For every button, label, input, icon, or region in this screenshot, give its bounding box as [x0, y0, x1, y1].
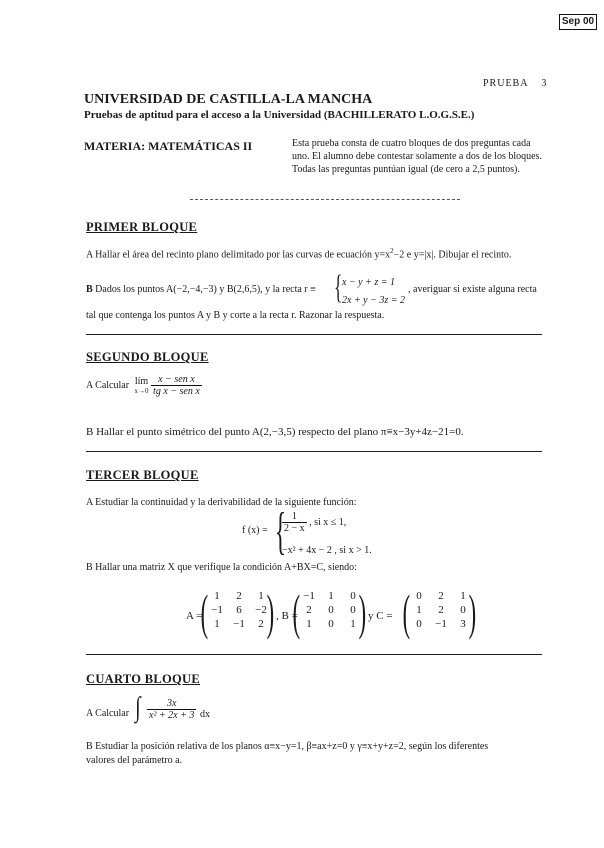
matrix-row — [298, 589, 364, 603]
matrix-cell: 1 — [214, 618, 220, 630]
b3-fx-label: f (x) = — [242, 525, 268, 536]
matrix-b-label: , B = — [276, 610, 298, 622]
matrix-b-left-bracket: ( — [292, 584, 301, 640]
matrix-cell: 2 — [306, 604, 312, 616]
matrix-cell: 2 — [438, 604, 444, 616]
exam-label — [483, 78, 547, 89]
block1-question-a — [86, 247, 511, 260]
matrix-c — [408, 589, 474, 631]
matrix-row — [206, 603, 272, 617]
matrix-cell: 0 — [460, 604, 466, 616]
matrix-cell: 2 — [438, 590, 444, 602]
block4-question-b-line2: valores del parámetro a. — [86, 755, 183, 766]
matrix-cell: 1 — [306, 618, 312, 630]
subject-title: MATERIA: MATEMÁTICAS II — [84, 139, 253, 153]
block3-question-b: B Hallar una matriz X que verifique la condición A+BX=C, siendo: — [86, 562, 357, 573]
block1-divider — [86, 334, 542, 335]
b1-qa-text2: −2 e y=|x|. Dibujar el recinto. — [393, 249, 512, 261]
exam-number: 3 — [541, 78, 548, 89]
matrix-cell: 2 — [236, 590, 242, 602]
matrix-cell: 0 — [328, 618, 334, 630]
block2-question-a — [86, 374, 202, 397]
b3-piecewise-brace: { — [274, 503, 287, 560]
b3-case1-num: 1 — [282, 511, 307, 523]
b2-lim — [135, 376, 149, 395]
b4-dx: dx — [200, 709, 210, 720]
header-divider — [190, 199, 460, 200]
matrix-cell: 1 — [214, 590, 220, 602]
matrix-row — [408, 589, 474, 603]
block4-title: CUARTO BLOQUE — [86, 672, 201, 686]
b2-denominator: tg x − sen x — [153, 386, 200, 397]
block2-divider — [86, 451, 542, 452]
matrix-cell: −1 — [303, 590, 315, 602]
b2-qa-prefix: A Calcular — [86, 380, 130, 391]
instructions-line: Esta prueba consta de cuatro bloques de dos preguntas cada — [292, 138, 531, 149]
matrix-row — [298, 603, 364, 617]
b1-qb-text: Dados los puntos A(−2,−4,−3) y B(2,6,5), y la recta r ≡ — [95, 284, 316, 295]
instructions-line: uno. El alumno debe contestar solamente a dos de los bloques. — [292, 151, 542, 162]
integral-sign: ∫ — [135, 692, 141, 723]
b1-qa-text: A Hallar el área del recinto plano delimitado por las curvas de ecuación y=x — [86, 249, 391, 261]
matrix-cell: 1 — [416, 604, 422, 616]
matrix-cell: −1 — [233, 618, 245, 630]
matrix-cell: −1 — [435, 618, 447, 630]
matrix-cell: −1 — [211, 604, 223, 616]
matrix-cell: 0 — [416, 590, 422, 602]
b2-fraction — [151, 374, 202, 397]
b4-numerator: 3x — [166, 698, 177, 709]
b2-lim-sub: x→0 — [134, 387, 149, 395]
matrix-row — [206, 617, 272, 631]
block4-question-b-line1: B Estudiar la posición relativa de los planos α≡x−y=1, β≡ax+z=0 y γ≡x+y+z=2, según los diferentes — [86, 741, 489, 752]
matrix-cell: 3 — [460, 618, 466, 630]
b4-qa-prefix: A Calcular — [86, 708, 130, 719]
matrix-c-left-bracket: ( — [402, 584, 411, 640]
b3-case1 — [282, 511, 346, 534]
b1-system-eq2: 2x + y − 3z = 2 — [342, 295, 406, 306]
b3-case1-frac — [282, 511, 307, 534]
b1-qb-line2: tal que contenga los puntos A y B y corte a la recta r. Razonar la respuesta. — [86, 310, 385, 321]
block3-title: TERCER BLOQUE — [86, 468, 199, 482]
matrix-cell: 1 — [258, 590, 264, 602]
matrix-c-right-bracket: ) — [468, 584, 477, 640]
matrix-a-right-bracket: ) — [266, 584, 275, 640]
block3-question-a: A Estudiar la continuidad y la derivabilidad de la siguiente función: — [86, 497, 357, 508]
matrix-cell: 0 — [350, 604, 356, 616]
matrix-a-left-bracket: ( — [200, 584, 209, 640]
b1-system-brace: { — [334, 269, 343, 306]
matrix-c-label: y C = — [368, 610, 393, 622]
b3-case2: −x² + 4x − 2 , si x > 1. — [282, 545, 372, 556]
session-tag: Sep 00 — [559, 14, 597, 30]
matrix-row — [408, 617, 474, 631]
block1-title: PRIMER BLOQUE — [86, 220, 198, 234]
matrix-cell: 0 — [328, 604, 334, 616]
exam-label-text: PRUEBA — [483, 78, 528, 89]
block2-title: SEGUNDO BLOQUE — [86, 350, 209, 364]
matrix-cell: 6 — [236, 604, 242, 616]
b1-system-eq1: x − y + z = 1 — [342, 277, 396, 288]
matrix-b-right-bracket: ) — [358, 584, 367, 640]
b1-qa-exp: 2 — [390, 247, 394, 255]
b4-frac — [147, 698, 196, 721]
b2-lim-word: lím — [134, 376, 149, 387]
block1-question-b — [86, 284, 316, 295]
b4-fraction — [147, 698, 196, 721]
matrix-a-label: A = — [186, 610, 203, 622]
matrix-cell: 0 — [416, 618, 422, 630]
b1-system — [342, 274, 405, 310]
b1-qb-prefix: B — [86, 284, 93, 295]
exam-subtitle: Pruebas de aptitud para el acceso a la Universidad (BACHILLERATO L.O.G.S.E.) — [84, 109, 475, 121]
b3-case1-cond: , si x ≤ 1, — [309, 517, 347, 528]
matrix-cell: −2 — [255, 604, 267, 616]
block2-question-b: B Hallar el punto simétrico del punto A(2,−3,5) respecto del plano π≡x−3y+4z−21=0. — [86, 426, 464, 438]
matrix-cell: 1 — [460, 590, 466, 602]
matrix-row — [298, 617, 364, 631]
matrix-row — [206, 589, 272, 603]
matrix-b — [298, 589, 364, 631]
matrix-row — [408, 603, 474, 617]
matrix-cell: 0 — [350, 590, 356, 602]
instructions — [292, 137, 552, 176]
university-title: UNIVERSIDAD DE CASTILLA-LA MANCHA — [84, 92, 373, 107]
instructions-line: Todas las preguntas puntúan igual (de cero a 2,5 puntos). — [292, 164, 520, 175]
b2-numerator: x − sen x — [151, 374, 202, 386]
block3-divider — [86, 654, 542, 655]
matrix-cell: 1 — [350, 618, 356, 630]
b1-qb-end: , averiguar si existe alguna recta — [408, 284, 537, 295]
matrix-cell: 1 — [328, 590, 334, 602]
b3-case1-den: 2 − x — [284, 523, 305, 534]
b4-denominator: x² + 2x + 3 — [149, 710, 195, 721]
matrix-cell: 2 — [258, 618, 264, 630]
matrix-a — [206, 589, 272, 631]
